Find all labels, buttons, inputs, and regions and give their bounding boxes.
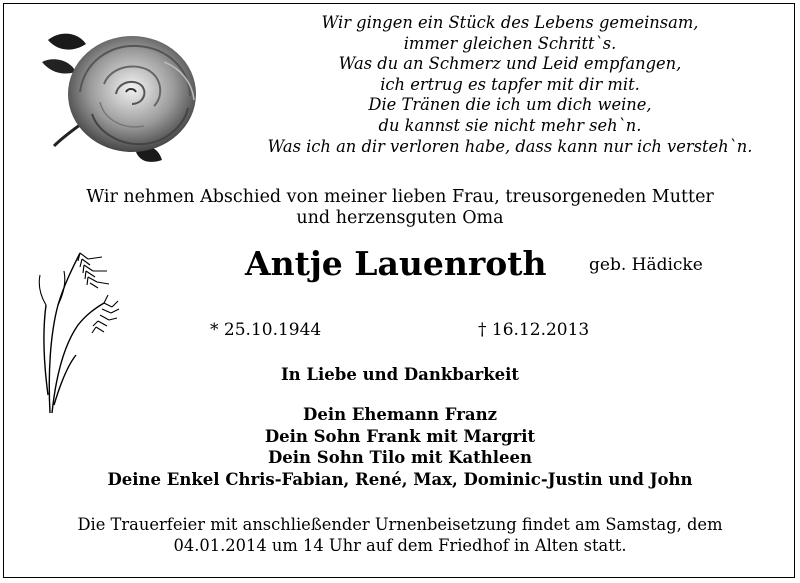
intro-line: und herzensguten Oma	[296, 208, 504, 228]
funeral-notice	[0, 515, 800, 556]
poem-line: Was du an Schmerz und Leid empfangen,	[338, 54, 682, 74]
mourner-line: Deine Enkel Chris-Fabian, René, Max, Dominic-Justin und John	[107, 469, 693, 489]
poem-line: Was ich an dir verloren habe, dass kann nur ich versteh`n.	[267, 136, 753, 156]
poem-line: ich ertrug es tapfer mit dir mit.	[380, 74, 640, 94]
wheat-ears-image	[38, 245, 128, 415]
poem-line: immer gleichen Schritt`s.	[403, 33, 617, 53]
deceased-name: Antje Lauenroth	[245, 244, 547, 283]
deceased-name-line	[245, 243, 765, 285]
poem-line: Die Tränen die ich um dich weine,	[368, 95, 652, 115]
mourner-line: Dein Sohn Tilo mit Kathleen	[267, 448, 533, 467]
maiden-name: geb. Hädicke	[589, 255, 703, 275]
farewell-intro	[0, 187, 800, 229]
gratitude-line: In Liebe und Dankbarkeit	[280, 365, 520, 384]
birth-date: * 25.10.1944	[210, 320, 322, 340]
poem-line: du kannst sie nicht mehr seh`n.	[378, 115, 642, 135]
intro-line: Wir nehmen Abschied von meiner lieben Frau, treusorgeneden Mutter	[86, 187, 714, 207]
poem	[255, 13, 765, 157]
mourners-list	[0, 404, 800, 490]
mourner-line: Dein Ehemann Franz	[303, 405, 497, 424]
mourner-line: Dein Sohn Frank mit Margrit	[264, 426, 536, 446]
poem-line: Wir gingen ein Stück des Lebens gemeinsam,	[321, 13, 699, 32]
funeral-line: Die Trauerfeier mit anschließender Urnenbeisetzung findet am Samstag, dem	[77, 515, 723, 534]
death-date: † 16.12.2013	[478, 320, 590, 340]
rose-image	[40, 22, 220, 172]
funeral-line: 04.01.2014 um 14 Uhr auf dem Friedhof in Alten statt.	[173, 535, 627, 555]
